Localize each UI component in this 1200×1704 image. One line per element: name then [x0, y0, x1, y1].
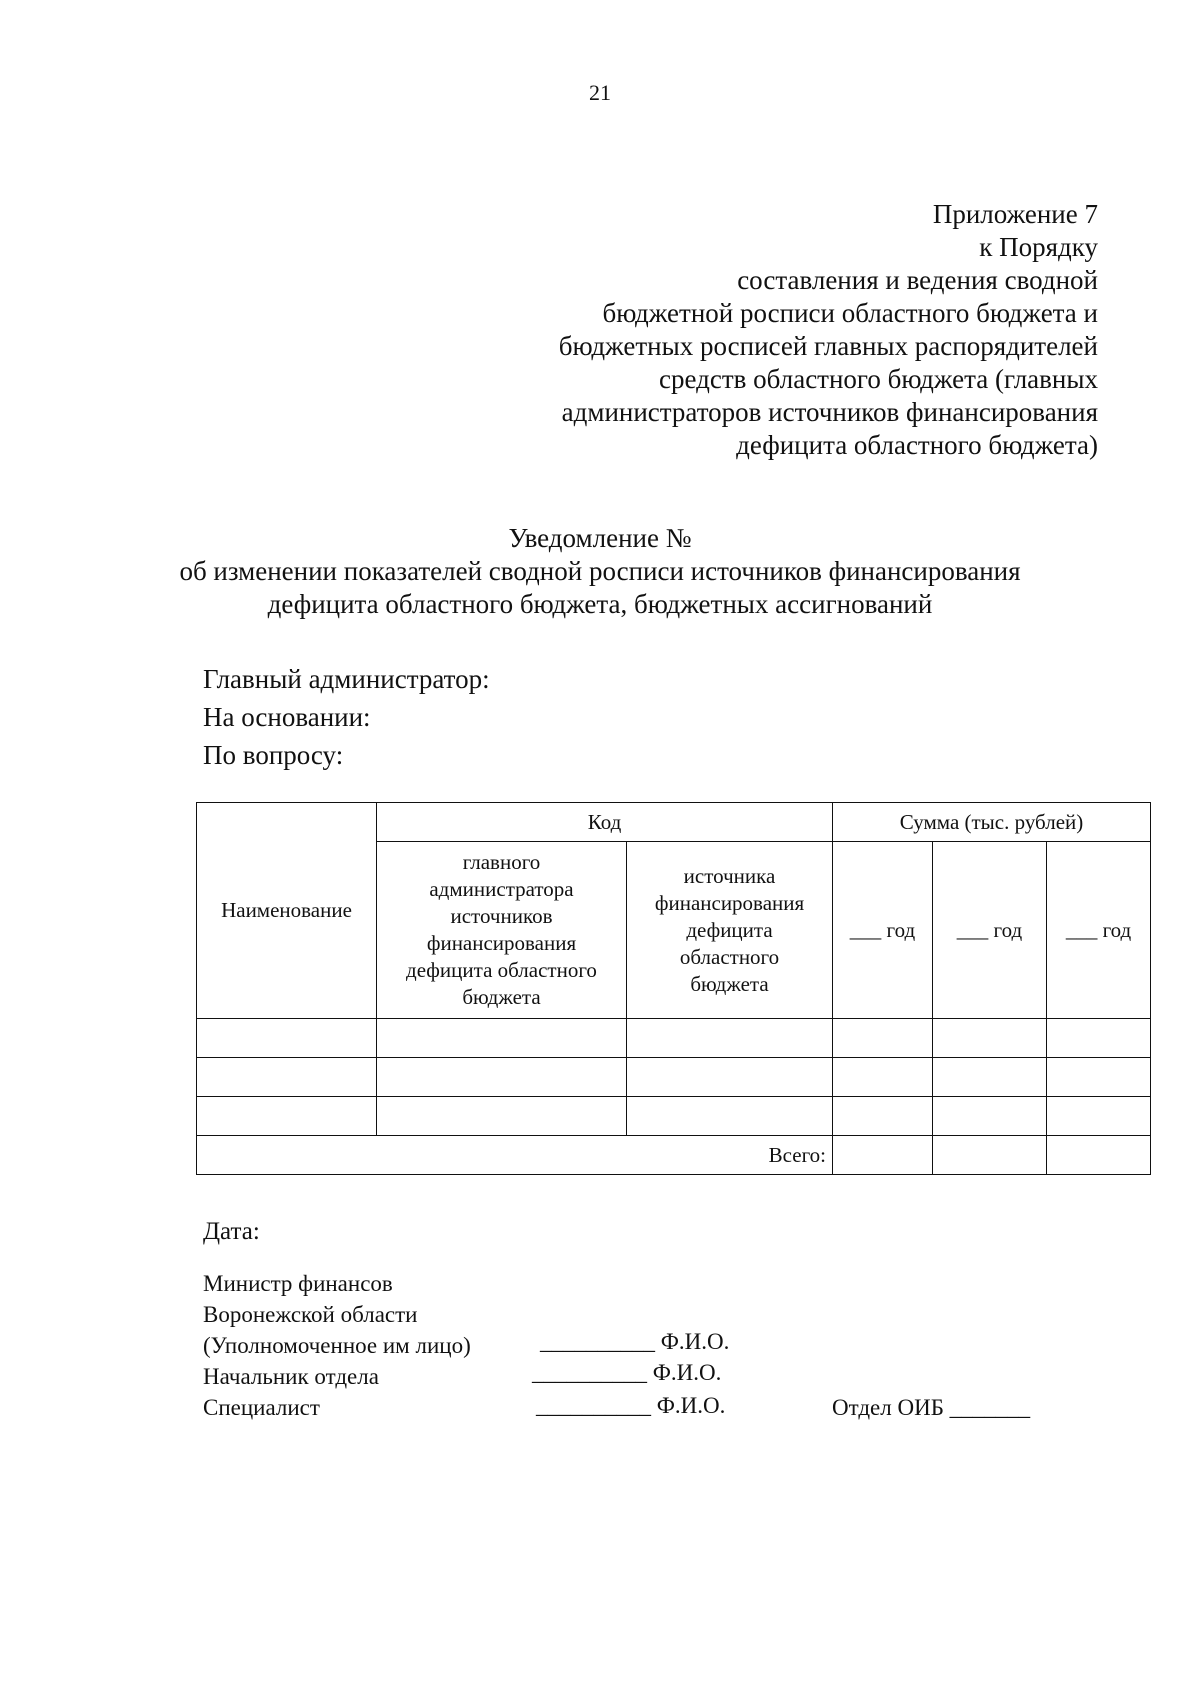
source-code-header-line: бюджета — [690, 971, 769, 996]
appendix-line: администраторов источников финансирования — [561, 397, 1098, 427]
department-signature-line: Отдел ОИБ _______ — [832, 1395, 1031, 1420]
table-cell — [933, 1058, 1047, 1097]
year-header-1: ___ год — [833, 842, 933, 1019]
specialist-signature-line: __________ Ф.И.О. — [536, 1393, 726, 1418]
basis-field: На основании: — [203, 702, 371, 732]
minister-label-line: (Уполномоченное им лицо) — [203, 1333, 471, 1358]
table-total-row — [197, 1136, 1151, 1175]
appendix-line: дефицита областного бюджета) — [736, 430, 1098, 460]
admin-code-header-line: источников — [450, 904, 553, 928]
notice-subtitle-line: об изменении показателей сводной росписи источников финансирования — [179, 556, 1021, 586]
table-cell — [627, 1058, 833, 1097]
changes-table — [196, 802, 1151, 1175]
notice-subtitle-line: дефицита областного бюджета, бюджетных ассигнований — [267, 589, 933, 619]
head-of-department-label: Начальник отдела — [203, 1364, 379, 1389]
table-cell — [833, 1019, 933, 1058]
table-cell — [833, 1058, 933, 1097]
appendix-line: к Порядку — [979, 232, 1098, 262]
appendix-line: средств областного бюджета (главных — [659, 364, 1098, 394]
appendix-line: Приложение 7 — [932, 199, 1098, 229]
source-code-header-line: финансирования — [654, 890, 805, 915]
admin-code-header-line: финансирования — [426, 931, 577, 955]
total-label: Всего: — [197, 1136, 833, 1175]
page-number: 21 — [589, 80, 611, 105]
table-row — [197, 1097, 1151, 1136]
notice-heading — [0, 522, 1200, 621]
minister-label-line: Министр финансов — [203, 1271, 393, 1296]
code-column-header: Код — [377, 803, 833, 842]
source-code-header-line: областного — [679, 944, 780, 969]
table-cell — [627, 1097, 833, 1136]
table-cell — [1047, 1058, 1151, 1097]
admin-code-header-line: главного — [462, 850, 541, 874]
total-cell — [833, 1136, 933, 1175]
year-header-3: ___ год — [1047, 842, 1151, 1019]
source-code-header — [627, 842, 833, 1019]
table-cell — [377, 1058, 627, 1097]
table-cell — [197, 1019, 377, 1058]
table-cell — [933, 1019, 1047, 1058]
admin-code-header-line: администратора — [429, 877, 574, 901]
table-cell — [377, 1097, 627, 1136]
admin-code-header-line: бюджета — [462, 985, 541, 1009]
signature-labels — [203, 1268, 471, 1423]
table-row — [197, 1058, 1151, 1097]
table-cell — [197, 1058, 377, 1097]
table-cell — [933, 1097, 1047, 1136]
source-code-header-line: источника — [683, 863, 776, 888]
table-row — [197, 1019, 1151, 1058]
appendix-line: составления и ведения сводной — [737, 265, 1098, 295]
table-cell — [377, 1019, 627, 1058]
header-fields — [203, 660, 490, 774]
name-column-header: Наименование — [197, 803, 377, 1019]
notice-title: Уведомление № — [508, 523, 692, 553]
total-cell — [1047, 1136, 1151, 1175]
question-field: По вопросу: — [203, 740, 344, 770]
total-cell — [933, 1136, 1047, 1175]
table-header-row — [197, 803, 1151, 842]
admin-code-header-line: дефицита областного — [406, 958, 597, 982]
table-cell — [1047, 1097, 1151, 1136]
sum-column-header: Сумма (тыс. рублей) — [833, 803, 1151, 842]
source-code-header-line: дефицита — [686, 917, 773, 942]
table-cell — [1047, 1019, 1151, 1058]
date-label: Дата: — [203, 1218, 260, 1245]
appendix-reference — [559, 198, 1098, 462]
table-cell — [197, 1097, 377, 1136]
admin-code-header — [377, 842, 627, 1019]
appendix-line: бюджетных росписей главных распорядителей — [558, 331, 1098, 361]
specialist-label: Специалист — [203, 1395, 320, 1420]
head-signature-line: __________ Ф.И.О. — [532, 1360, 722, 1385]
year-header-2: ___ год — [933, 842, 1047, 1019]
minister-signature-line: __________ Ф.И.О. — [540, 1329, 730, 1354]
table-cell — [627, 1019, 833, 1058]
appendix-line: бюджетной росписи областного бюджета и — [602, 298, 1098, 328]
minister-label-line: Воронежской области — [203, 1302, 418, 1327]
administrator-field: Главный администратор: — [203, 664, 490, 694]
table-cell — [833, 1097, 933, 1136]
